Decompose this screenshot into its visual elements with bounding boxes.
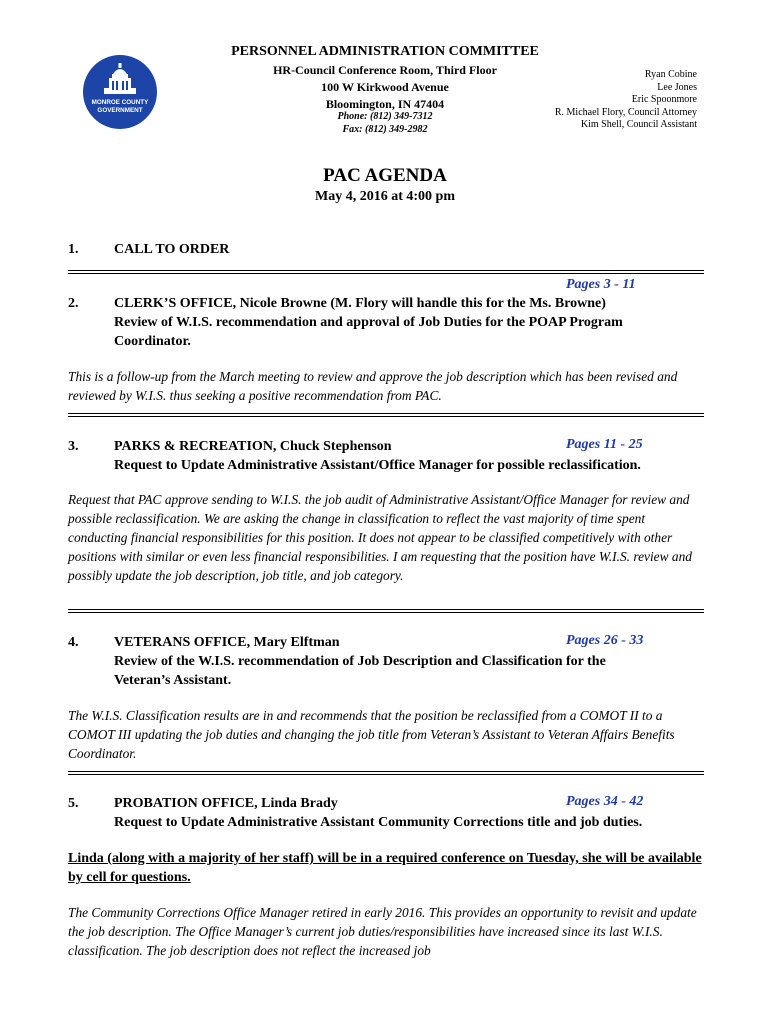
- street: 100 W Kirkwood Avenue: [321, 80, 449, 94]
- item-heading: [114, 794, 704, 832]
- pages-link[interactable]: Pages 34 - 42: [566, 794, 644, 809]
- logo-text-line2: GOVERNMENT: [97, 107, 143, 114]
- item-heading-line: CLERK’S OFFICE, Nicole Browne (M. Flory will handle this for the Ms. Browne): [114, 296, 606, 311]
- item-description: This is a follow-up from the March meeting to review and approve the job description which has been revised and reviewed by W.I.S. thus seeking a positive recommendation from PAC.: [68, 369, 678, 403]
- members-list: [555, 69, 697, 132]
- monroe-county-logo: [82, 54, 158, 130]
- item-heading-line: Request to Update Administrative Assistant Community Corrections title and job duties.: [114, 815, 643, 830]
- item-description: The Community Corrections Office Manager retired in early 2016. This provides an opportunity to revisit and update the job description. The Office Manager’s current job duties/responsibilities have increased since its last W.I.S. classification. The job description does not reflect the increased job: [68, 905, 697, 958]
- item-description: Request that PAC approve sending to W.I.S. the job audit of Administrative Assistant/Office Manager for review and possible reclassification. We are asking the change in classification to reflect the vast majority of time spent conducting financial responsibilities for this position. It does not appear to be classified competitively with other positions with similar or even less financial responsibilities. I am requesting that the position have W.I.S. review and possibly update the job description, job title, and job category.: [68, 492, 692, 583]
- contact-block: [255, 110, 515, 136]
- availability-note: Linda (along with a majority of her staff) will be in a required conference on Tuesday, she will be available by cell for questions.: [68, 851, 702, 885]
- pages-link[interactable]: Pages 26 - 33: [566, 633, 644, 648]
- item-heading-line: Review of W.I.S. recommendation and approval of Job Duties for the POAP Program: [114, 315, 623, 330]
- divider: [68, 270, 704, 274]
- agenda-title: PAC AGENDA: [323, 165, 447, 186]
- item-heading-line: PARKS & RECREATION, Chuck Stephenson: [114, 439, 392, 454]
- member: Ryan Cobine: [644, 69, 697, 80]
- member: R. Michael Flory, Council Attorney: [554, 106, 697, 118]
- item-heading-line: Veteran’s Assistant.: [114, 673, 232, 688]
- member: Eric Spoonmore: [631, 94, 697, 106]
- pages-link[interactable]: Pages 11 - 25: [566, 437, 643, 452]
- agenda-date: May 4, 2016 at 4:00 pm: [315, 189, 455, 204]
- phone: Phone: (812) 349-7312: [337, 111, 433, 122]
- divider: [68, 413, 704, 417]
- item-heading: [114, 294, 704, 351]
- divider: [68, 609, 704, 613]
- logo-text-line1: MONROE COUNTY: [91, 99, 149, 106]
- item-heading-line: VETERANS OFFICE, Mary Elftman: [114, 635, 340, 650]
- item-number: 4.: [68, 635, 79, 650]
- item-heading-line: Coordinator.: [114, 334, 191, 349]
- item-number: 3.: [68, 439, 79, 454]
- address-block: [255, 62, 515, 113]
- committee-name: PERSONNEL ADMINISTRATION COMMITTEE: [231, 44, 539, 59]
- item-description: The W.I.S. Classification results are in and recommends that the position be reclassified from a COMOT II to a COMOT III updating the job duties and changing the job title from Veteran’s Assistant to Veteran Affairs Benefits Coordinator.: [68, 708, 675, 761]
- item-heading-line: Request to Update Administrative Assistant/Office Manager for possible reclassification.: [114, 458, 641, 473]
- item-heading-line: Review of the W.I.S. recommendation of Job Description and Classification for the: [114, 654, 606, 669]
- room: HR-Council Conference Room, Third Floor: [273, 63, 497, 77]
- item-number: 5.: [68, 796, 79, 811]
- item-heading: [114, 437, 704, 475]
- pages-link[interactable]: Pages 3 - 11: [566, 277, 636, 292]
- item-heading-line: PROBATION OFFICE, Linda Brady: [114, 796, 338, 811]
- item-heading: [114, 633, 704, 690]
- divider: [68, 771, 704, 775]
- fax: Fax: (812) 349-2982: [342, 124, 428, 135]
- item-number: 1.: [68, 242, 79, 257]
- city: Bloomington, IN 47404: [325, 97, 445, 111]
- member: Kim Shell, Council Assistant: [580, 119, 697, 131]
- member: Lee Jones: [657, 81, 697, 93]
- item-number: 2.: [68, 296, 79, 311]
- item-heading: CALL TO ORDER: [114, 242, 230, 257]
